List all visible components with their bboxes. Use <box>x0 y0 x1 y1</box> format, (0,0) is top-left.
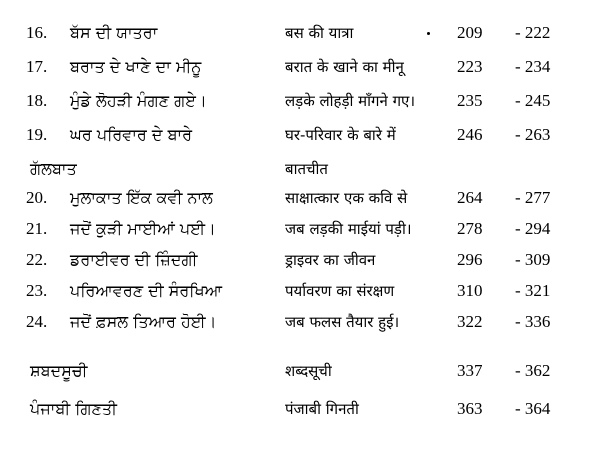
toc-row <box>0 305 600 339</box>
page-start: 209 <box>457 23 483 42</box>
punjabi-title: ਬੱਸ ਦੀ ਯਾਤਰਾ <box>70 23 158 42</box>
toc-appendix-row <box>0 354 600 388</box>
punjabi-title: ਮੁੰਡੇ ਲੋਹੜੀ ਮੰਗਣ ਗਏ। <box>70 91 207 110</box>
page-start: 235 <box>457 91 483 110</box>
punjabi-title: ਘਰ ਪਰਿਵਾਰ ਦੇ ਬਾਰੇ <box>70 125 193 144</box>
page-end: - 362 <box>515 361 551 380</box>
punjabi-title: ਬਰਾਤ ਦੇ ਖਾਣੇ ਦਾ ਮੀਨੂ <box>70 57 202 76</box>
entry-number: 22. <box>26 250 48 269</box>
hindi-title: घर-परिवार के बारे में <box>285 126 396 144</box>
stray-dot <box>427 32 430 35</box>
page-start: 278 <box>457 219 483 238</box>
entry-number: 18. <box>26 91 48 110</box>
hindi-title: साक्षात्कार एक कवि से <box>285 189 408 207</box>
toc-row <box>0 16 600 50</box>
toc-appendix-row <box>0 392 600 426</box>
hindi-title: शब्दसूची <box>285 362 332 380</box>
page-start: 223 <box>457 57 483 76</box>
page-end: - 321 <box>515 281 551 300</box>
hindi-title: ड्राइवर का जीवन <box>285 251 376 269</box>
toc-row <box>0 50 600 84</box>
page-end: - 364 <box>515 399 551 418</box>
toc-row <box>0 118 600 152</box>
punjabi-title: ਪੰਜਾਬੀ ਗਿਣਤੀ <box>30 399 117 418</box>
page-end: - 309 <box>515 250 551 269</box>
hindi-title: पर्यावरण का संरक्षण <box>285 282 395 300</box>
page-end: - 234 <box>515 57 551 76</box>
punjabi-title: ਜਦੋਂ ਫ਼ਸਲ ਤਿਆਰ ਹੋਈ। <box>70 312 217 331</box>
toc-row <box>0 212 600 246</box>
page-end: - 277 <box>515 188 551 207</box>
entry-number: 16. <box>26 23 48 42</box>
toc-row <box>0 181 600 215</box>
entry-number: 20. <box>26 188 48 207</box>
punjabi-title: ਜਦੋਂ ਕੁੜੀ ਮਾਈਆਂ ਪਈ। <box>70 219 216 238</box>
page-end: - 263 <box>515 125 551 144</box>
punjabi-title: ਡਰਾਈਵਰ ਦੀ ਜ਼ਿੰਦਗੀ <box>70 250 198 269</box>
page-start: 296 <box>457 250 483 269</box>
hindi-title: बस की यात्रा <box>285 24 354 42</box>
hindi-title: बरात के खाने का मीनू <box>285 58 404 76</box>
page-end: - 294 <box>515 219 551 238</box>
page-start: 337 <box>457 361 483 380</box>
punjabi-title: ਪਰਿਆਵਰਣ ਦੀ ਸੰਰਖਿਆ <box>70 281 223 300</box>
page-end: - 336 <box>515 312 551 331</box>
toc-row <box>0 84 600 118</box>
hindi-title: लड़के लोहड़ी माँगने गए। <box>285 92 415 110</box>
page-start: 363 <box>457 399 483 418</box>
page-end: - 245 <box>515 91 551 110</box>
page-start: 246 <box>457 125 483 144</box>
punjabi-title: ਗੱਲਬਾਤ <box>30 159 77 178</box>
entry-number: 17. <box>26 57 48 76</box>
entry-number: 24. <box>26 312 48 331</box>
punjabi-title: ਸ਼ਬਦਸੂਚੀ <box>30 361 88 380</box>
page-start: 322 <box>457 312 483 331</box>
hindi-title: जब लड़की माईयां पड़ी। <box>285 220 412 238</box>
entry-number: 21. <box>26 219 48 238</box>
page-start: 264 <box>457 188 483 207</box>
hindi-title: पंजाबी गिनती <box>285 400 359 418</box>
toc-row <box>0 243 600 277</box>
hindi-title: बातचीत <box>285 160 328 178</box>
entry-number: 19. <box>26 125 48 144</box>
punjabi-title: ਮੁਲਾਕਾਤ ਇੱਕ ਕਵੀ ਨਾਲ <box>70 188 213 207</box>
page-end: - 222 <box>515 23 551 42</box>
hindi-title: जब फलस तैयार हुई। <box>285 313 400 331</box>
entry-number: 23. <box>26 281 48 300</box>
toc-row <box>0 274 600 308</box>
page-start: 310 <box>457 281 483 300</box>
